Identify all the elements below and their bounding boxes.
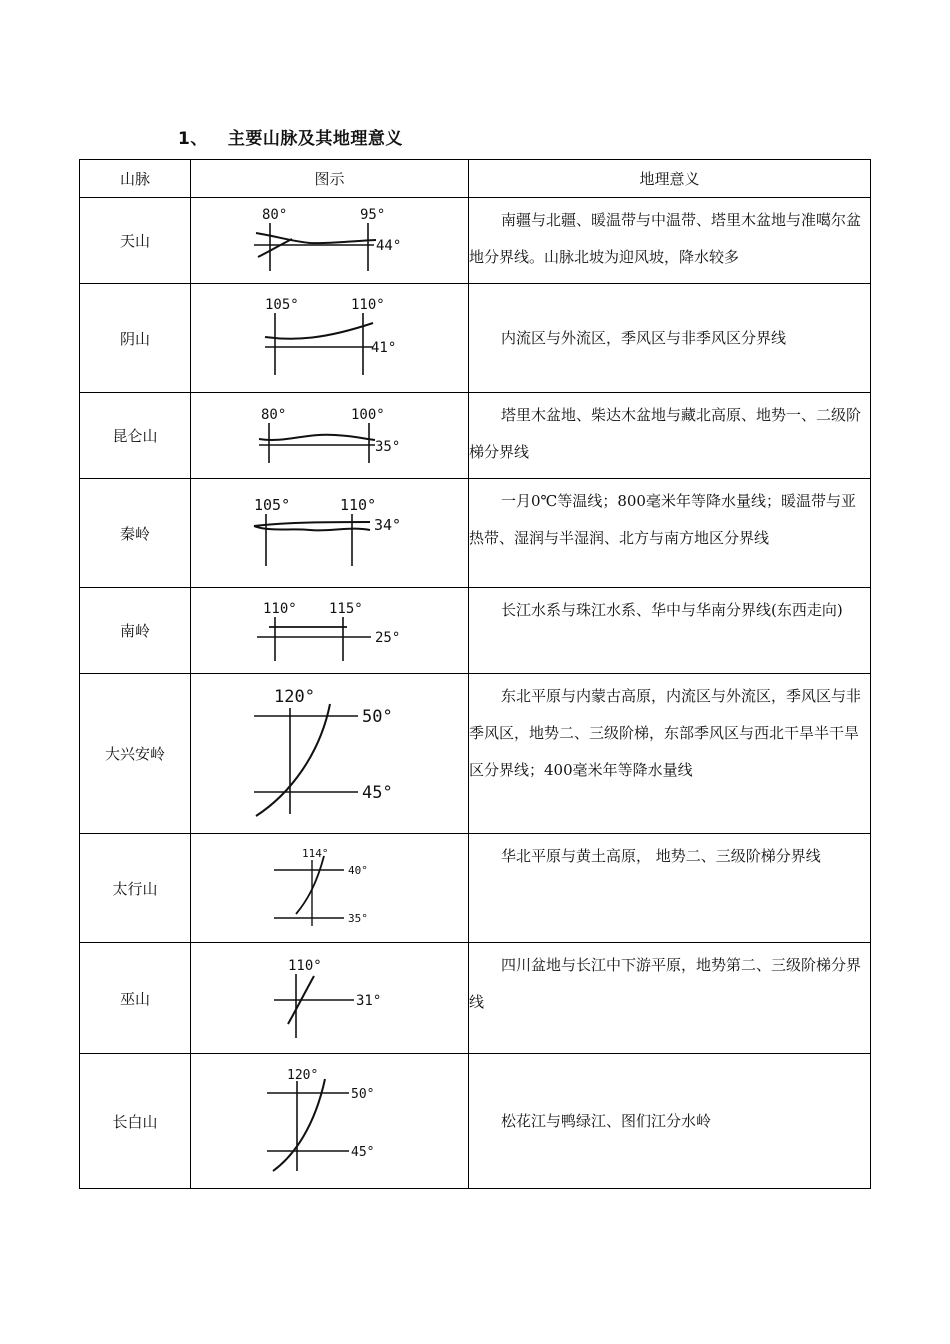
longitude-label: 120° [286, 1068, 318, 1083]
longitude-label: 110° [350, 297, 385, 313]
changbai-diagram [265, 1065, 395, 1177]
meaning-cell: 南疆与北疆、暖温带与中温带、塔里木盆地与准噶尔盆地分界线。山脉北坡为迎风坡，降水较多 [469, 198, 871, 284]
table-row [80, 1054, 871, 1189]
mountain-diagram [191, 834, 469, 943]
latitude-label: 35° [347, 912, 368, 925]
longitude-label: 80° [261, 206, 287, 223]
table-row [80, 834, 871, 943]
longitude-label: 105° [264, 297, 299, 313]
longitude-label: 100° [350, 406, 385, 423]
table-row [80, 943, 871, 1054]
table-row [80, 198, 871, 284]
longitude-label: 114° [301, 847, 328, 860]
header-mountain: 山脉 [80, 160, 191, 198]
latitude-label: 34° [373, 516, 401, 534]
mountain-name: 南岭 [80, 588, 191, 674]
latitude-label: 45° [350, 1145, 374, 1160]
mountain-diagram [191, 674, 469, 834]
longitude-label: 80° [260, 406, 286, 423]
table-row [80, 674, 871, 834]
meaning-cell: 松花江与鸭绿江、图们江分水岭 [469, 1054, 871, 1189]
meaning-cell: 四川盆地与长江中下游平原，地势第二、三级阶梯分界线 [469, 943, 871, 1054]
mountain-diagram [191, 198, 469, 284]
longitude-label: 105° [253, 496, 290, 514]
taihang-diagram [270, 846, 390, 930]
daxinganling-diagram [250, 684, 410, 824]
wushan-diagram [270, 954, 390, 1042]
meaning-cell: 内流区与外流区，季风区与非季风区分界线 [469, 284, 871, 393]
mountain-name: 秦岭 [80, 479, 191, 588]
latitude-label: 31° [355, 993, 381, 1009]
meaning-cell: 华北平原与黄土高原， 地势二、三级阶梯分界线 [469, 834, 871, 943]
header-figure: 图示 [191, 160, 469, 198]
longitude-label: 110° [339, 496, 376, 514]
mountain-diagram [191, 284, 469, 393]
mountain-name: 天山 [80, 198, 191, 284]
meaning-cell: 长江水系与珠江水系、华中与华南分界线(东西走向) [469, 588, 871, 674]
latitude-label: 40° [347, 864, 368, 877]
heading-title: 主要山脉及其地理意义 [227, 129, 403, 149]
longitude-label: 115° [328, 600, 363, 617]
latitude-label: 50° [361, 706, 393, 727]
table-row [80, 393, 871, 479]
mountain-name: 阴山 [80, 284, 191, 393]
mountain-name: 太行山 [80, 834, 191, 943]
longitude-label: 120° [273, 686, 315, 707]
latitude-label: 35° [374, 438, 400, 455]
latitude-label: 41° [370, 340, 396, 356]
table-row [80, 588, 871, 674]
header-meaning: 地理意义 [469, 160, 871, 198]
mountain-name: 长白山 [80, 1054, 191, 1189]
mountain-name: 昆仑山 [80, 393, 191, 479]
tianshan-diagram [250, 205, 410, 277]
qinling-diagram [250, 496, 410, 570]
section-heading [178, 124, 403, 149]
mountain-name: 大兴安岭 [80, 674, 191, 834]
latitude-label: 50° [350, 1087, 374, 1102]
meaning-cell: 东北平原与内蒙古高原，内流区与外流区，季风区与非季风区，地势二、三级阶梯，东部季风区与西北干旱半干旱区分界线；400毫米年等降水量线 [469, 674, 871, 834]
heading-number: 1、 [178, 129, 208, 149]
kunlun-diagram [255, 405, 405, 467]
mountain-diagram [191, 1054, 469, 1189]
table-row [80, 284, 871, 393]
mountain-diagram [191, 479, 469, 588]
meaning-cell: 塔里木盆地、柴达木盆地与藏北高原、地势一、二级阶梯分界线 [469, 393, 871, 479]
yinshan-diagram [255, 295, 405, 381]
mountain-name: 巫山 [80, 943, 191, 1054]
latitude-label: 45° [361, 782, 393, 803]
mountain-diagram [191, 943, 469, 1054]
longitude-label: 110° [287, 958, 322, 974]
longitude-label: 110° [262, 600, 297, 617]
latitude-label: 25° [374, 629, 400, 646]
mountains-table [79, 159, 871, 1189]
latitude-label: 44° [375, 237, 401, 254]
table-row [80, 479, 871, 588]
longitude-label: 95° [359, 206, 385, 223]
mountain-diagram [191, 393, 469, 479]
mountain-diagram [191, 588, 469, 674]
meaning-cell: 一月0℃等温线；800毫米年等降水量线；暖温带与亚热带、湿润与半湿润、北方与南方地区分界线 [469, 479, 871, 588]
header-row [80, 160, 871, 198]
nanling-diagram [255, 599, 405, 663]
